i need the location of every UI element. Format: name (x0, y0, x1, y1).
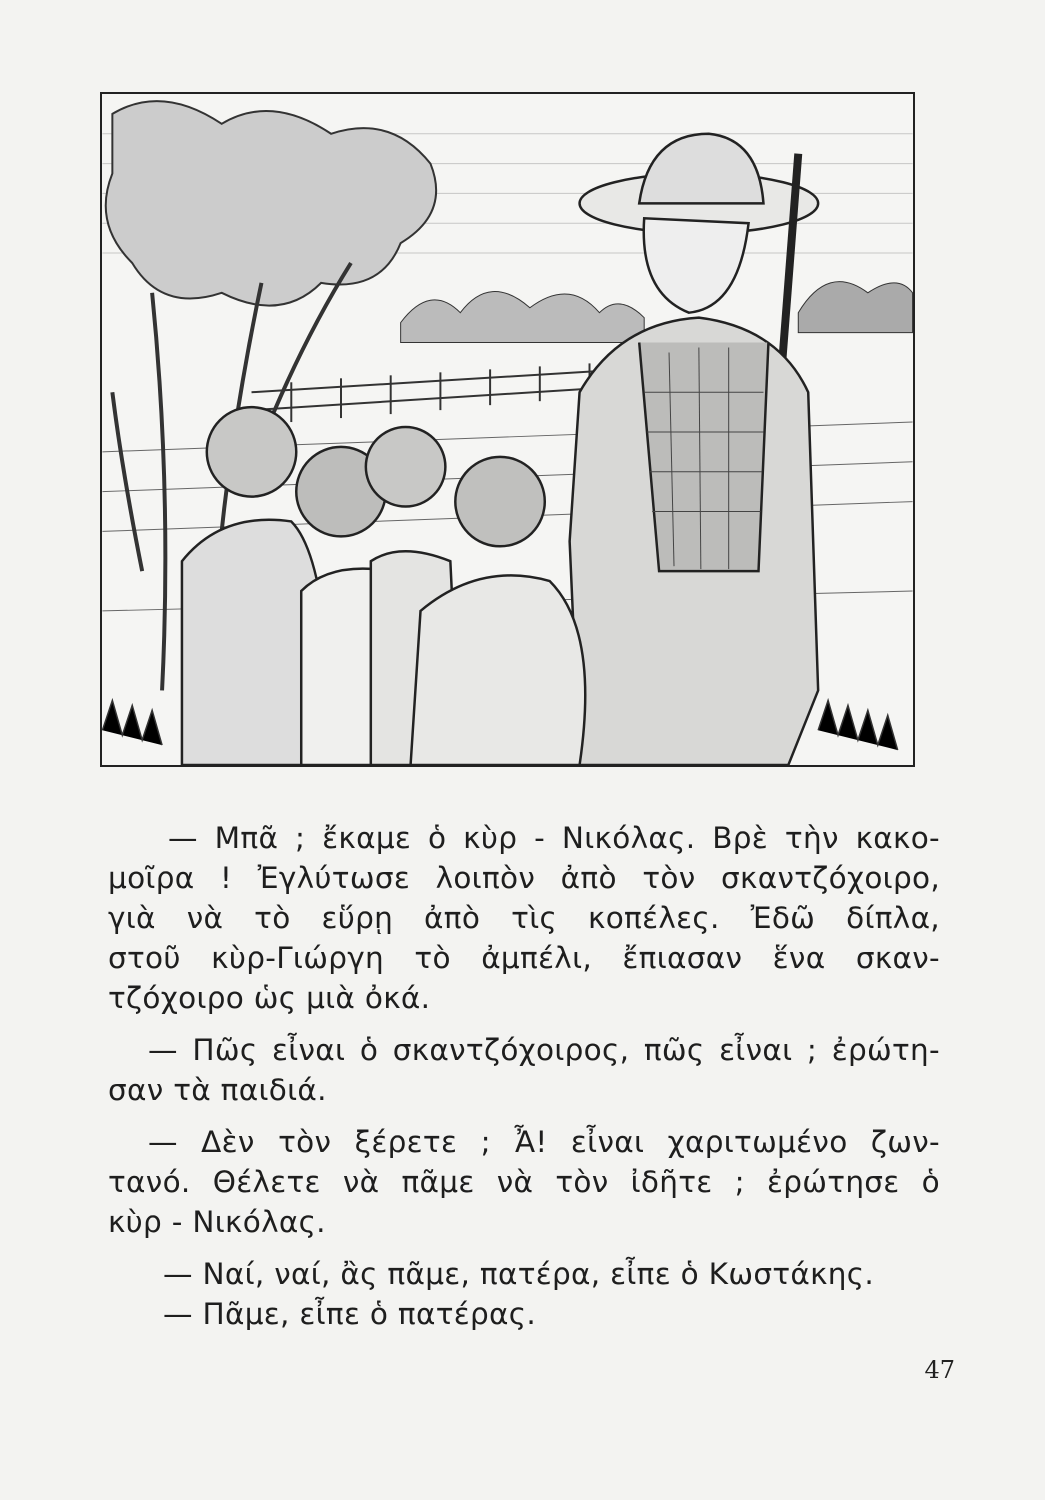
text-line: — Πᾶμε, εἶπε ὁ πατέρας. (163, 1297, 537, 1331)
text-line: — Δὲν τὸν ξέρετε ; Ἆ! εἶναι χαριτωμένο ζων- (148, 1125, 940, 1159)
text-line: — Ναί, ναί, ἂς πᾶμε, πατέρα, εἶπε ὁ Κωστάκης. (163, 1257, 875, 1291)
page-number: 47 (924, 1356, 955, 1384)
book-illustration (100, 92, 915, 767)
text-line: στοῦ κὺρ-Γιώργη τὸ ἀμπέλι, ἔπιασαν ἕνα σκαν- (108, 941, 940, 975)
illustration-drawing (102, 94, 913, 765)
text-line: τζόχοιρο ὡς μιὰ ὀκά. (108, 981, 431, 1015)
text-line: — Πῶς εἶναι ὁ σκαντζόχοιρος, πῶς εἶναι ; ἐρώτη- (148, 1033, 940, 1067)
text-line: — Μπᾶ ; ἔκαμε ὁ κὺρ - Νικόλας. Βρὲ τὴν κακο- (168, 821, 940, 855)
text-line: τανό. Θέλετε νὰ πᾶμε νὰ τὸν ἰδῆτε ; ἐρώτησε ὁ (108, 1165, 940, 1199)
text-line: γιὰ νὰ τὸ εὕρῃ ἀπὸ τὶς κοπέλες. Ἐδῶ δίπλα, (108, 901, 940, 935)
text-line: κὺρ - Νικόλας. (108, 1205, 326, 1239)
text-line: μοῖρα ! Ἐγλύτωσε λοιπὸν ἀπὸ τὸν σκαντζόχοιρο, (108, 861, 940, 895)
text-line: σαν τὰ παιδιά. (108, 1073, 327, 1107)
